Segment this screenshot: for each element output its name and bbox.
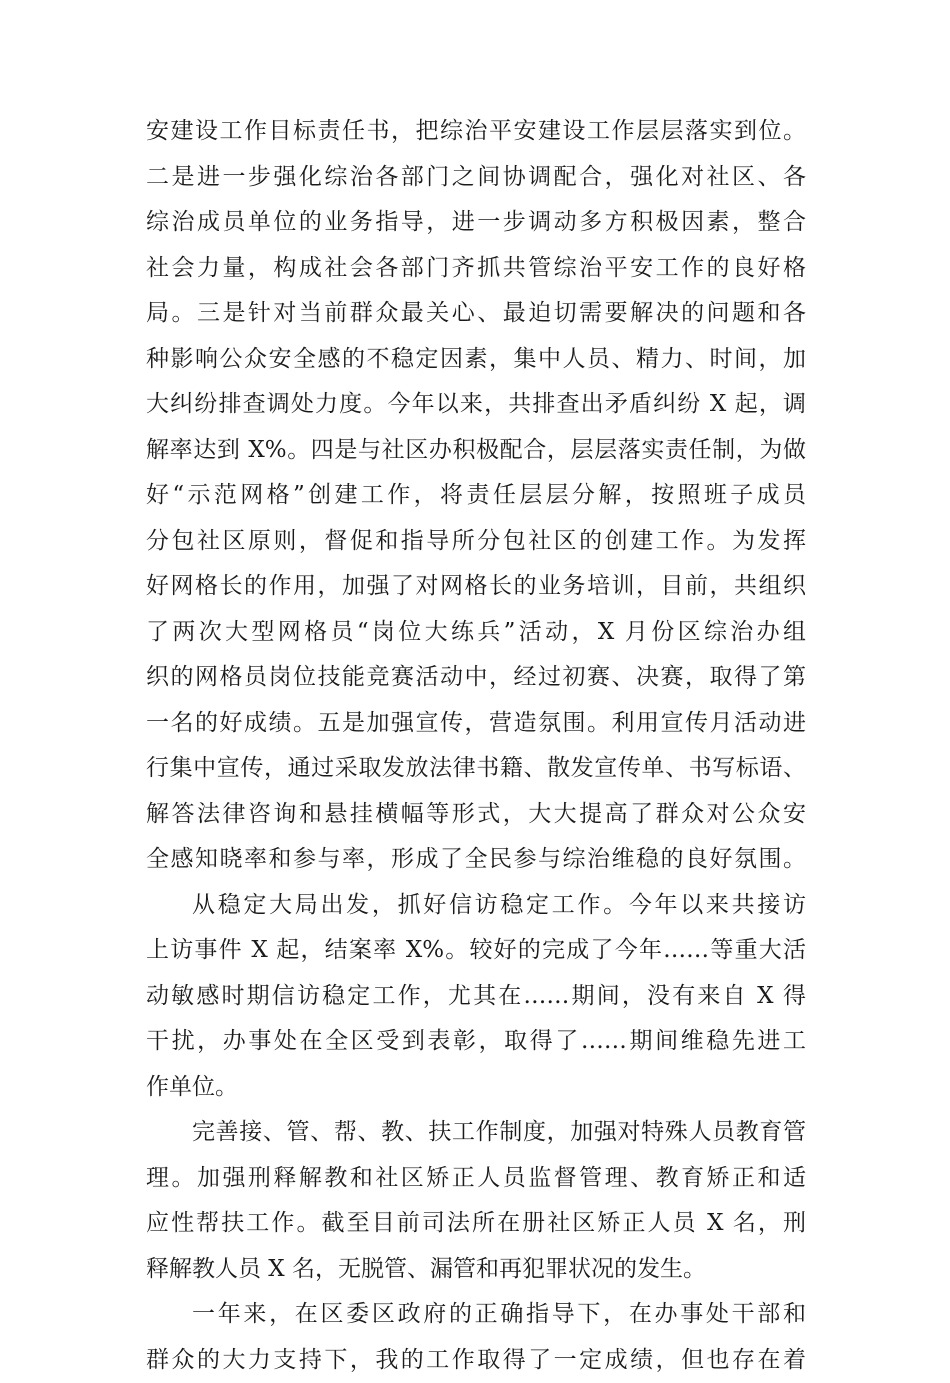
text-line: 安建设工作目标责任书，把综治平安建设工作层层落实到位。 bbox=[146, 109, 806, 155]
paragraph-end-line: 释解教人员 X 名，无脱管、漏管和再犯罪状况的发生。 bbox=[146, 1247, 806, 1293]
body-text bbox=[146, 109, 806, 1383]
text-line: 全感知晓率和参与率，形成了全民参与综治维稳的良好氛围。 bbox=[146, 837, 806, 883]
text-line: 好网格长的作用，加强了对网格长的业务培训，目前，共组织 bbox=[146, 564, 806, 610]
text-line: 局。三是针对当前群众最关心、最迫切需要解决的问题和各 bbox=[146, 291, 806, 337]
text-line: 解率达到 X%。四是与社区办积极配合，层层落实责任制，为做 bbox=[146, 428, 806, 474]
paragraph-start-line: 从稳定大局出发，抓好信访稳定工作。今年以来共接访 bbox=[146, 883, 806, 929]
text-line: 综治成员单位的业务指导，进一步调动多方积极因素，整合 bbox=[146, 200, 806, 246]
text-line: 群众的大力支持下，我的工作取得了一定成绩，但也存在着 bbox=[146, 1338, 806, 1383]
text-line: 一名的好成绩。五是加强宣传，营造氛围。利用宣传月活动进 bbox=[146, 701, 806, 747]
text-line: 理。加强刑释解教和社区矫正人员监督管理、教育矫正和适 bbox=[146, 1156, 806, 1202]
text-line: 动敏感时期信访稳定工作，尤其在……期间，没有来自 X 得 bbox=[146, 974, 806, 1020]
text-line: 织的网格员岗位技能竞赛活动中，经过初赛、决赛，取得了第 bbox=[146, 655, 806, 701]
text-line: 分包社区原则，督促和指导所分包社区的创建工作。为发挥 bbox=[146, 519, 806, 565]
text-line: 社会力量，构成社会各部门齐抓共管综治平安工作的良好格 bbox=[146, 246, 806, 292]
text-line: 干扰，办事处在全区受到表彰，取得了……期间维稳先进工 bbox=[146, 1019, 806, 1065]
text-line: 上访事件 X 起，结案率 X%。较好的完成了今年……等重大活 bbox=[146, 928, 806, 974]
text-line: 好“示范网格”创建工作，将责任层层分解，按照班子成员 bbox=[146, 473, 806, 519]
text-line: 种影响公众安全感的不稳定因素，集中人员、精力、时间，加 bbox=[146, 337, 806, 383]
paragraph-start-line: 完善接、管、帮、教、扶工作制度，加强对特殊人员教育管 bbox=[146, 1110, 806, 1156]
text-line: 应性帮扶工作。截至目前司法所在册社区矫正人员 X 名，刑 bbox=[146, 1201, 806, 1247]
text-line: 解答法律咨询和悬挂横幅等形式，大大提高了群众对公众安 bbox=[146, 792, 806, 838]
text-line: 二是进一步强化综治各部门之间协调配合，强化对社区、各 bbox=[146, 155, 806, 201]
paragraph-end-line: 作单位。 bbox=[146, 1065, 806, 1111]
text-line: 行集中宣传，通过采取发放法律书籍、散发宣传单、书写标语、 bbox=[146, 746, 806, 792]
paragraph-start-line: 一年来，在区委区政府的正确指导下，在办事处干部和 bbox=[146, 1292, 806, 1338]
text-line: 大纠纷排查调处力度。今年以来，共排查出矛盾纠纷 X 起，调 bbox=[146, 382, 806, 428]
text-line: 了两次大型网格员“岗位大练兵”活动，X 月份区综治办组 bbox=[146, 610, 806, 656]
